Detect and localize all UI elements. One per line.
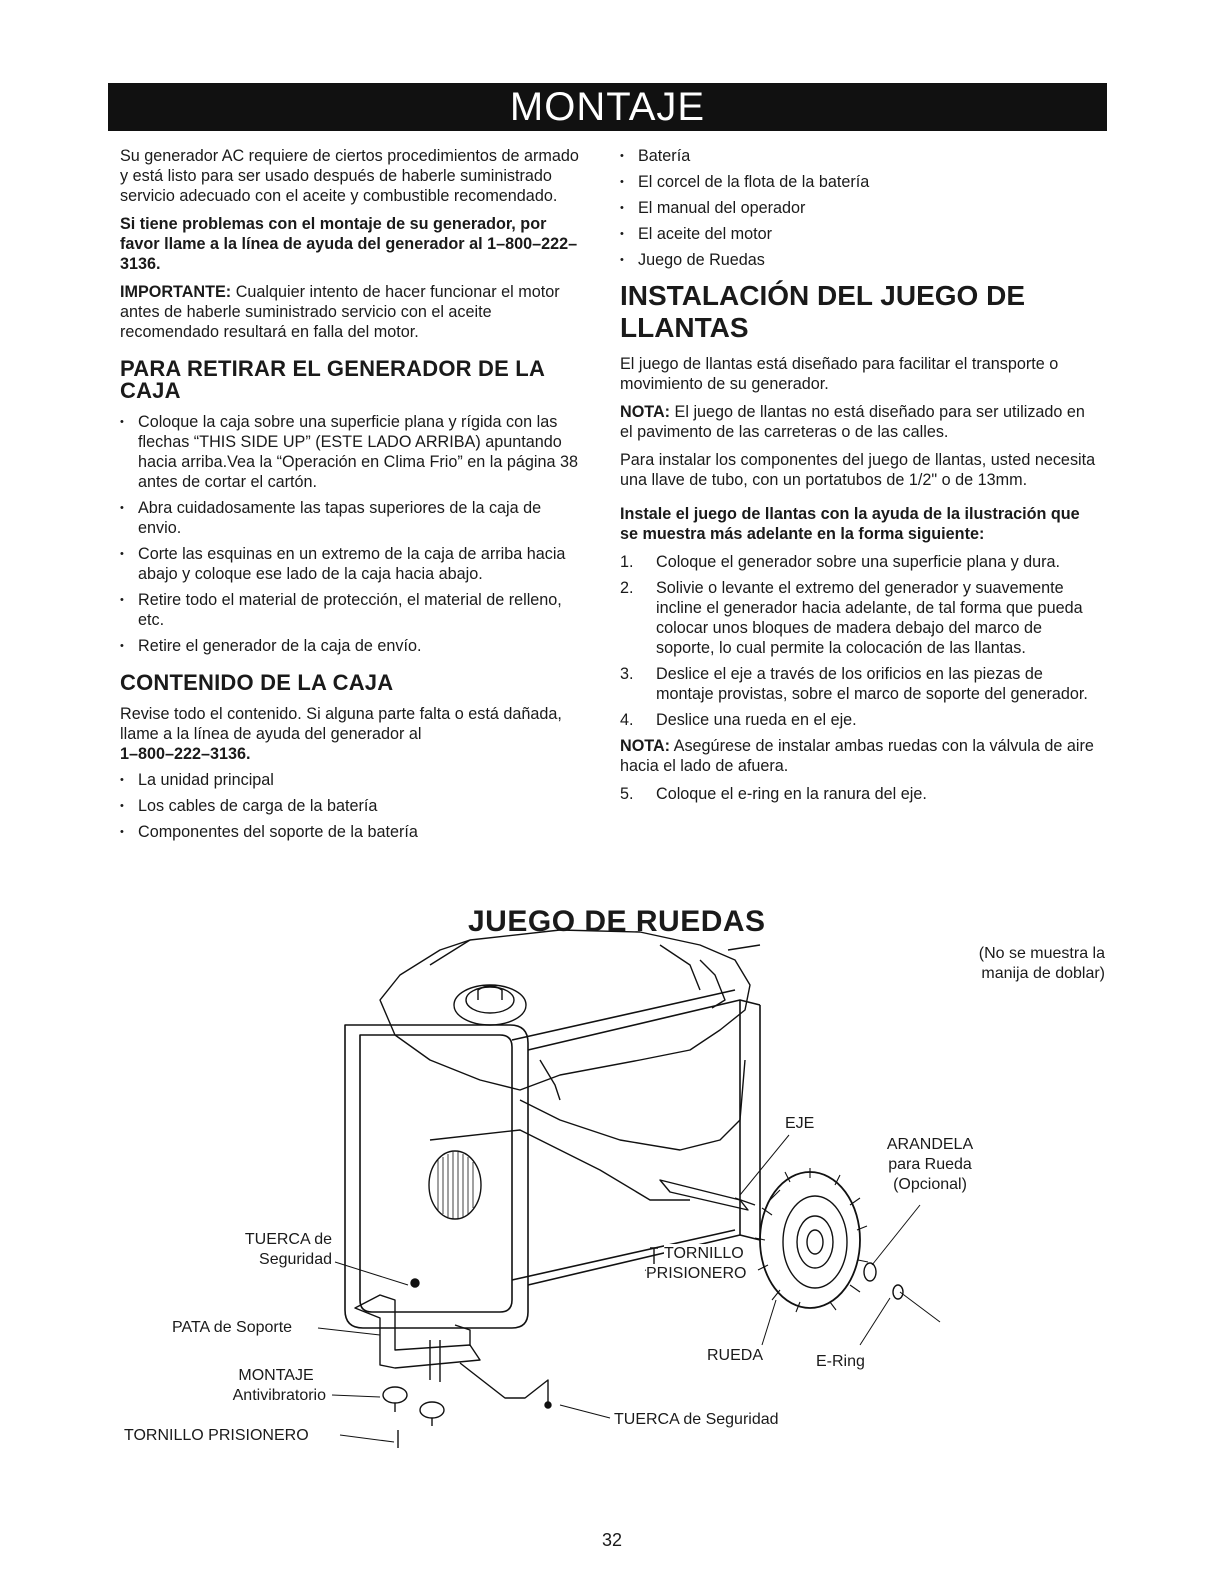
support-leg-drawing (355, 1279, 551, 1448)
label-set-screw-left: TORNILLO PRISIONERO (124, 1427, 309, 1444)
label-support-leg: PATA de Soporte (172, 1319, 293, 1336)
label-safety-nut (232, 1230, 332, 1270)
instruction-bold: Instale el juego de llantas con la ayuda de la ilustración que se muestra más adelante en la forma siguiente: (620, 505, 1080, 543)
label-safety-nut-bottom: TUERCA de Seguridad (614, 1411, 779, 1428)
contents-phone: 1–800–222–3136. (120, 745, 251, 763)
step-text: Coloque el generador sobre una superficie plana y dura. (656, 553, 1061, 571)
step-text: Coloque el e-ring en la ranura del eje. (656, 785, 927, 803)
list-item: • El corcel de la flota de la batería (620, 172, 1100, 192)
list-item: • Abra cuidadosamente las tapas superiores de la caja de envio. (120, 498, 582, 538)
step-text: Deslice el eje a través de los orificios en las piezas de montaje provistas, sobre el marco de soporte del generador. (656, 665, 1088, 703)
wheel-drawing (755, 1168, 868, 1312)
note-label: NOTA: (620, 403, 671, 421)
step-text: Solivie o levante el extremo del generador y suavemente incline el generador hacia adelante, de tal forma que pueda colocar unos bloques de madera debajo del marco de soporte, lo cual permite la colocación de las llantas. (656, 579, 1083, 657)
e-ring-drawing (893, 1285, 903, 1299)
important-label: IMPORTANTE: (120, 283, 232, 301)
label-washer-line2: para Rueda (888, 1156, 972, 1173)
remove-generator-heading: PARA RETIRAR EL GENERADOR DE LA CAJA (120, 356, 545, 403)
list-item: • El aceite del motor (620, 224, 1100, 244)
label-set-screw-right-2: PRISIONERO (646, 1265, 747, 1282)
step-number: 1. (620, 553, 634, 571)
list-item: • Coloque la caja sobre una superficie plana y rígida con las flechas “THIS SIDE UP” (ESTE LADO ARRIBA) apuntando hacia arriba.Vea la “Operación en Clima Frio” en la página 38 antes de cortar el cartón. (120, 412, 582, 492)
label-mount-line2: Antivibratorio (232, 1387, 326, 1404)
step-number: 5. (620, 785, 634, 803)
note-text: Asegúrese de instalar ambas ruedas con la válvula de aire hacia el lado de afuera. (620, 737, 1094, 775)
list-item: • Componentes del soporte de la batería (120, 822, 582, 842)
note-text: El juego de llantas no está diseñado para ser utilizado en el pavimento de las carreteras o de las calles. (620, 403, 1085, 441)
label-wheel: RUEDA (707, 1347, 764, 1364)
box-contents-heading: CONTENIDO DE LA CAJA (120, 670, 394, 695)
list-item: • La unidad principal (120, 770, 582, 790)
step-number: 4. (620, 711, 634, 729)
intro-paragraph: Su generador AC requiere de ciertos procedimientos de armado y está listo para ser usado después de haberle suministrado servicio adecuado con el aceite y combustible recomendado. (120, 147, 579, 205)
label-washer-line3: (Opcional) (893, 1176, 967, 1193)
label-set-screw-line1: TORNILLO (664, 1245, 744, 1262)
install-intro: El juego de llantas está diseñado para facilitar el transporte o movimiento de su generador. (620, 355, 1059, 393)
leader-lines (318, 1135, 940, 1442)
label-set-screw-right (664, 1244, 744, 1264)
tools-paragraph: Para instalar los componentes del juego de llantas, usted necesita una llave de tubo, con un portatubos de 1/2" o de 13mm. (620, 451, 1096, 489)
list-item: • Retire el generador de la caja de envío. (120, 636, 582, 656)
generator-engine-drawing (380, 930, 760, 1219)
list-item: • Corte las esquinas en un extremo de la caja de arriba hacia abajo y coloque ese lado de la caja hacia abajo. (120, 544, 582, 584)
step-number: 2. (620, 579, 634, 597)
important-text: Cualquier intento de hacer funcionar el motor antes de haberle suministrado servicio con el aceite recomendado resultará en falla del motor. (120, 283, 560, 341)
section-title-banner: MONTAJE (108, 83, 1107, 131)
diagram-title: JUEGO DE RUEDAS (468, 905, 766, 938)
label-axle: EJE (785, 1115, 815, 1132)
label-mount-line1: MONTAJE (238, 1367, 314, 1384)
step-number: 3. (620, 665, 634, 683)
label-e-ring: E-Ring (816, 1353, 865, 1370)
list-item: • Batería (620, 146, 1100, 166)
list-item: • El manual del operador (620, 198, 1100, 218)
note-label: NOTA: (620, 737, 671, 755)
label-antivibration-mount (226, 1366, 326, 1406)
washer-drawing (864, 1263, 876, 1281)
list-item: • Los cables de carga de la batería (120, 796, 582, 816)
label-washer-line1: ARANDELA (886, 1136, 974, 1153)
handle-not-shown-note: (No se muestra la manija de doblar) (978, 945, 1105, 982)
contents-text: Revise todo el contenido. Si alguna parte falta o está dañada, llame a la línea de ayuda del generador al (120, 705, 562, 743)
wheel-kit-install-heading: INSTALACIÓN DEL JUEGO DE LLANTAS (620, 280, 1026, 343)
label-safety-nut-line1: TUERCA de (244, 1231, 332, 1248)
label-washer (880, 1135, 980, 1195)
list-item: • Juego de Ruedas (620, 250, 1100, 270)
helpline-paragraph: Si tiene problemas con el montaje de su generador, por favor llame a la línea de ayuda del generador al 1–800–222–3136. (120, 215, 578, 273)
page-number: 32 (601, 1530, 623, 1550)
list-item: • Retire todo el material de protección, el material de relleno, etc. (120, 590, 582, 630)
label-safety-nut-line2: Seguridad (259, 1251, 332, 1268)
step-text: Deslice una rueda en el eje. (656, 711, 857, 729)
